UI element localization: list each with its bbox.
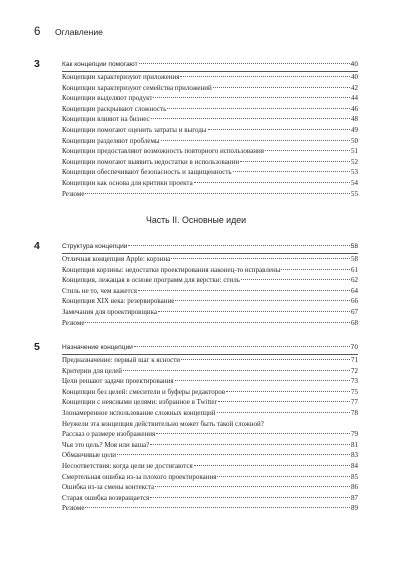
chapter-page: 70	[350, 344, 358, 351]
entry-page: 87	[351, 493, 358, 502]
toc-entry[interactable]	[62, 296, 358, 307]
chapter-number: 4	[34, 240, 40, 252]
toc-entry[interactable]	[62, 275, 358, 286]
toc-entry[interactable]	[62, 83, 358, 94]
entry-page: 55	[351, 189, 358, 198]
toc-entry[interactable]	[62, 419, 358, 430]
chapter-3	[34, 59, 358, 199]
dot-leader	[241, 279, 350, 280]
toc-entry[interactable]	[62, 265, 358, 276]
entry-page: 84	[351, 461, 358, 470]
entry-title: Концепции влияют на бизнес	[62, 115, 150, 124]
entry-title: Концепции характеризуют приложения	[62, 73, 180, 81]
entry-page: 66	[351, 297, 358, 306]
chapter-rule	[62, 354, 358, 355]
toc-entry[interactable]	[62, 104, 358, 115]
entry-page: 48	[351, 115, 358, 124]
entry-title: Концепции помогают выявить недостатки в использовании	[62, 157, 240, 166]
dot-leader	[85, 193, 350, 194]
chapter-title: Как концепции помогают	[62, 61, 138, 68]
dot-leader	[213, 87, 350, 88]
entry-title: Отличная концепция Apple: корзина	[62, 255, 171, 263]
toc-entry[interactable]	[62, 397, 358, 408]
entry-page: 58	[351, 255, 358, 263]
toc-entry[interactable]	[62, 125, 358, 136]
dot-leader	[138, 290, 350, 291]
toc-entry[interactable]	[62, 387, 358, 398]
dot-leader	[208, 129, 350, 130]
entry-title: Цели решают задачи проектирования	[62, 377, 174, 386]
entry-page: 49	[351, 125, 358, 134]
chapter-heading	[34, 342, 358, 354]
entry-title: Концепции как основа для критики проекта	[62, 178, 193, 187]
entry-title: Концепция, лежащая в основе программ для верстки: стиль	[62, 276, 240, 285]
chapter-rule	[62, 71, 358, 72]
chapter-title-line[interactable]	[62, 59, 358, 71]
toc-entry[interactable]	[62, 461, 358, 472]
running-head: Оглавление	[55, 27, 103, 37]
toc-entry[interactable]	[62, 178, 358, 189]
entry-page: 42	[351, 83, 358, 92]
entry-title: Рассказ о размере изображения	[62, 430, 156, 439]
entry-title: Резюме	[62, 318, 85, 327]
chapter-4	[34, 241, 358, 328]
entry-title: Замечания для проектировщика	[62, 307, 157, 316]
chapter-title-line[interactable]	[62, 241, 358, 253]
entry-title: Концепции раскрывают сложность	[62, 104, 167, 113]
entry-title: Обманчивые цели	[62, 451, 117, 460]
dot-leader	[217, 476, 350, 477]
dot-leader	[128, 245, 349, 246]
chapter-number: 3	[34, 58, 40, 70]
entry-page: 61	[351, 265, 358, 274]
dot-leader	[240, 161, 350, 162]
dot-leader	[218, 401, 350, 402]
toc-entry[interactable]	[62, 189, 358, 200]
toc-entry[interactable]	[62, 286, 358, 297]
chapter-rule	[62, 253, 358, 254]
toc-entry[interactable]	[62, 307, 358, 318]
entry-title: Критерии для целей	[62, 366, 123, 375]
entry-title: Концепции обеспечивают безопасность и защищенность	[62, 168, 232, 177]
dot-leader	[85, 322, 350, 323]
dot-leader	[85, 507, 350, 508]
dot-leader	[150, 444, 350, 445]
entry-title: Несоответствия: когда цели не достигаются	[62, 461, 193, 470]
entry-page: 73	[351, 377, 358, 386]
dot-leader	[180, 76, 350, 77]
entry-title: Концепция XIX века: резервирование	[62, 297, 175, 306]
chapter-page: 58	[350, 243, 358, 250]
chapter-5	[34, 342, 358, 514]
toc-entry[interactable]	[62, 136, 358, 147]
entry-page: 40	[351, 73, 358, 81]
dot-leader	[194, 182, 350, 183]
dot-leader	[175, 300, 350, 301]
toc-entry[interactable]	[62, 254, 358, 265]
toc-entry[interactable]	[62, 376, 358, 387]
toc-entry[interactable]	[62, 318, 358, 329]
toc-entry[interactable]	[62, 72, 358, 83]
chapter-heading	[34, 241, 358, 253]
entry-page: 51	[351, 147, 358, 156]
entry-page: 89	[351, 504, 358, 513]
entry-page: 44	[351, 94, 358, 103]
toc-entry[interactable]	[62, 167, 358, 178]
entry-page: 68	[351, 318, 358, 327]
entry-title: Концепции выделяют продукт	[62, 94, 153, 103]
toc-entry[interactable]	[62, 472, 358, 483]
dot-leader	[161, 140, 350, 141]
toc-entry[interactable]	[62, 429, 358, 440]
entry-title: Неужели эта концепция действительно может быть такой сложной?	[62, 419, 264, 428]
dot-leader	[171, 258, 350, 259]
toc-entry[interactable]	[62, 503, 358, 514]
dot-leader	[123, 370, 350, 371]
entry-page: 83	[351, 451, 358, 460]
dot-leader	[150, 497, 350, 498]
chapter-number: 5	[34, 341, 40, 353]
entry-title: Концепции с неясными целями: избранное в Twitter	[62, 398, 217, 407]
dot-leader	[117, 454, 350, 455]
dot-leader	[155, 486, 350, 487]
dot-leader	[233, 171, 350, 172]
entry-title: Резюме	[62, 189, 85, 198]
entry-page: 64	[351, 286, 358, 295]
entry-title: Чья это цель? Моя или ваша?	[62, 440, 150, 449]
entry-page: 53	[351, 168, 358, 177]
toc-entry[interactable]	[62, 408, 358, 419]
dot-leader	[151, 118, 350, 119]
entry-title: Стиль не то, чем кажется	[62, 286, 137, 295]
toc-entry[interactable]	[62, 157, 358, 168]
toc-entries	[62, 355, 358, 514]
entry-page: 72	[351, 366, 358, 375]
dot-leader	[217, 412, 350, 413]
entry-page: 75	[351, 387, 358, 396]
chapter-heading	[34, 59, 358, 71]
dot-leader	[194, 465, 350, 466]
chapter-title-line[interactable]	[62, 342, 358, 354]
toc-entries	[62, 254, 358, 328]
toc-entry[interactable]	[62, 355, 358, 366]
dot-leader	[158, 311, 350, 312]
entry-page: 77	[351, 398, 358, 407]
toc-entry[interactable]	[62, 440, 358, 451]
page-number: 6	[34, 26, 41, 38]
chapter-page: 40	[350, 61, 358, 68]
entry-title: Старая ошибка возвращается	[62, 493, 150, 502]
entry-page: 71	[351, 356, 358, 364]
entry-title: Концепции характеризуют семейства приложений	[62, 83, 212, 92]
entry-page: 81	[351, 440, 358, 449]
entry-page: 79	[351, 430, 358, 439]
entry-title: Концепции предоставляют возможность повторного использования	[62, 147, 264, 156]
entry-page: 62	[351, 276, 358, 285]
chapter-title: Назначение концепции	[62, 344, 133, 351]
dot-leader	[175, 380, 350, 381]
toc-entry[interactable]	[62, 450, 358, 461]
entry-title: Резюме	[62, 504, 85, 513]
toc-entry[interactable]	[62, 114, 358, 125]
entry-title: Концепции разделяют проблемы	[62, 136, 160, 145]
dot-leader	[156, 433, 350, 434]
dot-leader	[265, 150, 350, 151]
entry-title: Ошибка из-за смены контекста	[62, 483, 155, 492]
entry-page: 78	[351, 408, 358, 417]
entry-title: Концепция корзины: недостатки проектирования наконец-то исправлены	[62, 265, 281, 274]
entry-title: Смертельная ошибка из-за плохого проектирования	[62, 472, 217, 481]
entry-title: Предназначение: первый шаг к ясности	[62, 356, 181, 364]
toc-entry[interactable]	[62, 366, 358, 377]
entry-title: Концепции без целей: смесители и буферы редакторов	[62, 387, 226, 396]
entry-page: 46	[351, 104, 358, 113]
dot-leader	[167, 108, 350, 109]
entry-title: Злонамеренное использование сложных концепций	[62, 408, 216, 417]
entry-page: 50	[351, 136, 358, 145]
entry-page: 54	[351, 178, 358, 187]
dot-leader	[134, 346, 350, 347]
dot-leader	[153, 97, 350, 98]
dot-leader	[181, 359, 350, 360]
toc-entry[interactable]	[62, 482, 358, 493]
toc-entry[interactable]	[62, 493, 358, 504]
entry-page: 85	[351, 472, 358, 481]
toc-entry[interactable]	[62, 93, 358, 104]
dot-leader	[226, 391, 350, 392]
entry-title: Концепции помогают оценить затраты и выгоды	[62, 125, 207, 134]
entry-page: 52	[351, 157, 358, 166]
toc-entry[interactable]	[62, 146, 358, 157]
chapter-title: Структура концепции	[62, 243, 128, 250]
entry-page: 86	[351, 483, 358, 492]
dot-leader	[281, 269, 350, 270]
part-title[interactable]: Часть II. Основные идеи	[145, 215, 247, 225]
entry-page: 67	[351, 307, 358, 316]
dot-leader	[139, 63, 350, 64]
toc-entries	[62, 72, 358, 199]
